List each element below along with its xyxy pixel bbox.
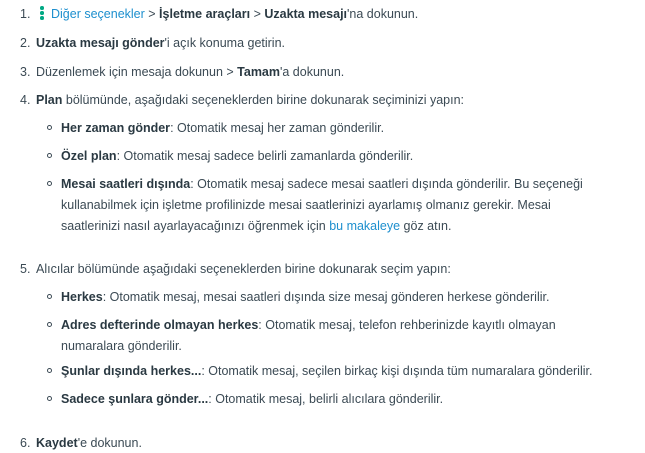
step-prefix: Düzenlemek için mesaja dokunun > [36, 65, 238, 79]
step-text [36, 62, 636, 82]
option-description-line2: kullanabilmek için işletme profilinizde mesai saatlerinizi ayarlamış olmanız gerekir. Mesai [61, 198, 551, 212]
option-text [61, 315, 641, 357]
separator: > [144, 7, 160, 21]
plan-label: Plan [36, 93, 63, 107]
option-description: : Otomatik mesaj, seçilen birkaç kişi dışında tüm numaralara gönderilir. [201, 364, 593, 378]
step-suffix: 'a dokunun. [280, 65, 345, 79]
option-title: Adres defterinde olmayan herkes [61, 318, 259, 332]
option-title: Sadece şunlara gönder... [61, 392, 209, 406]
option-description: : Otomatik mesaj sadece belirli zamanlarda gönderilir. [116, 149, 414, 163]
option-text [61, 146, 641, 166]
send-away-message-label: Uzakta mesajı gönder [36, 36, 165, 50]
option-description-end: göz atın. [400, 219, 452, 233]
option-text [61, 287, 641, 307]
bullet-icon [47, 181, 52, 186]
step-number: 1. [20, 7, 31, 21]
step-text [36, 90, 636, 110]
business-tools-label: İşletme araçları [159, 7, 251, 21]
bullet-icon [47, 153, 52, 158]
option-text [61, 389, 641, 409]
step-suffix: 'i açık konuma getirin. [164, 36, 286, 50]
step-number: 2. [20, 36, 31, 50]
step-number: 3. [20, 65, 31, 79]
bullet-icon [47, 368, 52, 373]
option-description-line1: : Otomatik mesaj sadece mesai saatleri dışında gönderilir. Bu seçeneği [190, 177, 583, 191]
separator: > [250, 7, 265, 21]
more-options-link[interactable]: Diğer seçenekler [51, 7, 145, 21]
step-text [36, 33, 636, 53]
step-number: 6. [20, 436, 31, 450]
more-options-icon [40, 6, 44, 21]
step-number: 5. [20, 262, 31, 276]
option-description: : Otomatik mesaj her zaman gönderilir. [170, 121, 385, 135]
save-label: Kaydet [36, 436, 78, 450]
article-link[interactable]: bu makaleye [329, 219, 401, 233]
option-title: Şunlar dışında herkes... [61, 364, 202, 378]
bullet-icon [47, 125, 52, 130]
option-title: Özel plan [61, 149, 117, 163]
step-suffix: 'e dokunun. [77, 436, 142, 450]
ok-label: Tamam [237, 65, 280, 79]
step-text [36, 4, 636, 24]
step-number: 4. [20, 93, 31, 107]
bullet-icon [47, 396, 52, 401]
option-text [61, 174, 641, 237]
step-suffix: 'na dokunun. [347, 7, 419, 21]
step-suffix: bölümünde, aşağıdaki seçeneklerden birine dokunarak seçiminizi yapın: [62, 93, 465, 107]
step-text [36, 433, 636, 453]
option-description-line2: numaralara gönderilir. [61, 339, 182, 353]
option-text [61, 361, 641, 381]
option-description-line1: : Otomatik mesaj, telefon rehberinizde kayıtlı olmayan [258, 318, 556, 332]
step-text: Alıcılar bölümünde aşağıdaki seçeneklerden birine dokunarak seçim yapın: [36, 262, 451, 276]
option-description-line3: saatlerinizi nasıl ayarlayacağınızı öğrenmek için [61, 219, 330, 233]
option-text [61, 118, 641, 138]
option-title: Herkes [61, 290, 103, 304]
option-title: Her zaman gönder [61, 121, 171, 135]
bullet-icon [47, 322, 52, 327]
option-description: : Otomatik mesaj, belirli alıcılara gönderilir. [208, 392, 444, 406]
option-title: Mesai saatleri dışında [61, 177, 191, 191]
away-message-label: Uzakta mesajı [264, 7, 348, 21]
option-description: : Otomatik mesaj, mesai saatleri dışında size mesaj gönderen herkese gönderilir. [102, 290, 550, 304]
bullet-icon [47, 294, 52, 299]
